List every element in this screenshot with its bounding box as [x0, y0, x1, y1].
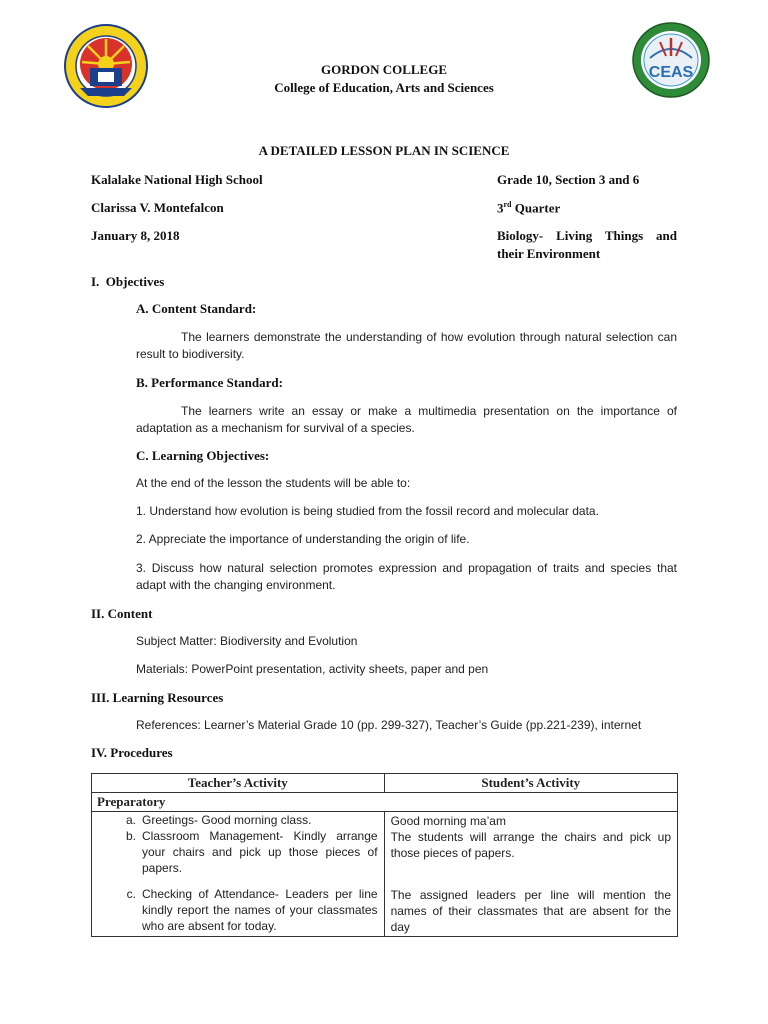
subject-matter: Subject Matter: Biodiversity and Evolution: [136, 634, 358, 648]
student-activity-header: Student’s Activity: [384, 774, 677, 793]
preparatory-label: Preparatory: [92, 793, 678, 812]
school-name: Kalalake National High School: [91, 172, 263, 187]
college-name: GORDON COLLEGE: [320, 62, 448, 77]
quarter: [497, 200, 560, 216]
lesson-date: January 8, 2018: [91, 228, 180, 243]
table-header-row: [92, 774, 678, 793]
list-marker: c.: [126, 887, 136, 901]
teacher-cell: [92, 812, 385, 937]
teacher-activity-text: Classroom Management- Kindly arrange your chairs and pick up those pieces of papers.: [142, 829, 378, 875]
preparatory-row: [92, 793, 678, 812]
performance-standard-text: The learners write an essay or make a multimedia presentation on the importance of adaptation as a mechanism for survival of a species.: [136, 404, 677, 435]
student-activity-text: Good morning ma’am: [390, 814, 506, 828]
performance-standard-heading: B. Performance Standard:: [136, 375, 283, 390]
content-standard-text: The learners demonstrate the understanding of how evolution through natural selection can result to biodiversity.: [136, 330, 677, 361]
procedures-heading: IV. Procedures: [91, 745, 173, 760]
ceas-seal-lettering: CEAS: [648, 64, 694, 81]
student-activity-text: The assigned leaders per line will mention the names of their classmates that are absent for the day: [390, 888, 671, 934]
subject-line-2: their Environment: [497, 246, 601, 261]
list-marker: a.: [125, 813, 136, 827]
materials: Materials: PowerPoint presentation, activity sheets, paper and pen: [136, 662, 489, 676]
student-activity-text: The students will arrange the chairs and pick up those pieces of papers.: [390, 830, 671, 860]
learning-objective-1: 1. Understand how evolution is being studied from the fossil record and molecular data.: [136, 504, 599, 518]
learning-objectives-intro: At the end of the lesson the students will be able to:: [136, 476, 411, 490]
department-name: College of Education, Arts and Sciences: [274, 80, 494, 95]
teacher-activity-text: Greetings- Good morning class.: [142, 813, 312, 827]
table-row: [92, 812, 678, 937]
quarter-word: Quarter: [514, 200, 561, 216]
quarter-number: 3: [497, 200, 504, 216]
student-cell: [384, 812, 677, 937]
subject-line-1: Biology- Living Things and: [497, 228, 677, 243]
list-item: [92, 812, 378, 828]
learning-resources-heading: III. Learning Resources: [91, 690, 224, 705]
content-heading: II. Content: [91, 606, 153, 621]
list-item: [92, 886, 378, 934]
learning-objective-2: 2. Appreciate the importance of understanding the origin of life.: [136, 532, 470, 546]
grade-section: Grade 10, Section 3 and 6: [497, 172, 640, 187]
teacher-name: Clarissa V. Montefalcon: [91, 200, 224, 215]
teacher-activity-header: Teacher’s Activity: [92, 774, 385, 793]
objectives-heading: I. Objectives: [91, 274, 165, 289]
content-standard-heading: A. Content Standard:: [136, 301, 257, 316]
learning-objectives-heading: C. Learning Objectives:: [136, 448, 270, 463]
document-title: A DETAILED LESSON PLAN IN SCIENCE: [258, 143, 510, 158]
teacher-activity-text: Checking of Attendance- Leaders per line kindly report the names of your classmates who are absent for today.: [142, 887, 378, 933]
procedures-table: [91, 773, 678, 937]
list-marker: b.: [125, 829, 136, 843]
learning-objective-3: 3. Discuss how natural selection promotes expression and propagation of traits and species that adapt with the changing environment.: [136, 561, 677, 592]
quarter-suffix: rd: [503, 200, 512, 209]
list-item: [92, 828, 378, 876]
references: References: Learner’s Material Grade 10 (pp. 299-327), Teacher’s Guide (pp.221-239), internet: [136, 718, 642, 732]
